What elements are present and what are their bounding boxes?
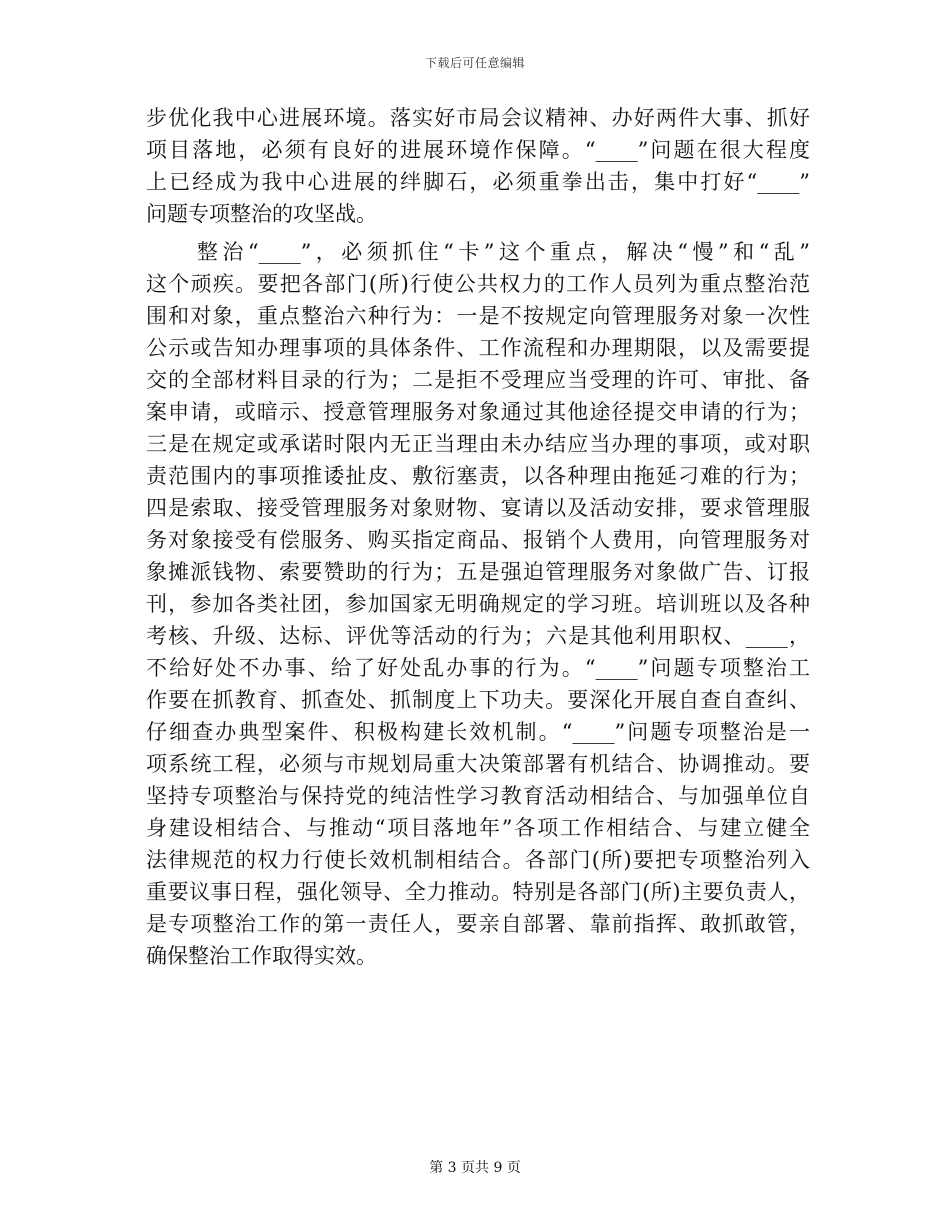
text-line: 法律规范的权力行使长效机制相结合。各部门(所)要把专项整治列入	[146, 848, 810, 872]
page-header-note: 下载后可任意编辑	[424, 56, 525, 70]
text-line: 象摊派钱物、索要赞助的行为；五是强迫管理服务对象做广告、订报	[146, 560, 810, 584]
text-line: 案申请，或暗示、授意管理服务对象通过其他途径提交申请的行为；	[146, 400, 810, 424]
text-line: 上已经成为我中心进展的绊脚石，必须重拳出击，集中打好“____”	[146, 170, 810, 194]
text-line: 三是在规定或承诺时限内无正当理由未办结应当办理的事项，或对职	[146, 432, 810, 456]
text-line: 不给好处不办事、给了好处乱办事的行为。“____”问题专项整治工	[146, 656, 810, 680]
document-body	[146, 102, 810, 972]
paragraph-2	[146, 236, 810, 972]
text-line: 仔细查办典型案件、积极构建长效机制。“____”问题专项整治是一	[146, 720, 810, 744]
page-number: 第 3 页共 9 页	[429, 1160, 521, 1176]
text-line: 项目落地，必须有良好的进展环境作保障。“____”问题在很大程度	[146, 138, 810, 162]
text-line: 考核、升级、达标、评优等活动的行为；六是其他利用职权、____，	[146, 624, 810, 648]
text-line: 务对象接受有偿服务、购买指定商品、报销个人费用，向管理服务对	[146, 528, 810, 552]
text-line: 公示或告知办理事项的具体条件、工作流程和办理期限，以及需要提	[146, 336, 810, 360]
text-line: 步优化我中心进展环境。落实好市局会议精神、办好两件大事、抓好	[146, 106, 810, 130]
text-line: 整治“____”，必须抓住“卡”这个重点，解决“慢”和“乱”	[146, 240, 810, 264]
text-line: 确保整治工作取得实效。	[146, 944, 377, 968]
text-line: 这个顽疾。要把各部门(所)行使公共权力的工作人员列为重点整治范	[146, 272, 810, 296]
text-line: 作要在抓教育、抓查处、抓制度上下功夫。要深化开展自查自查纠、	[146, 688, 810, 712]
text-line: 围和对象，重点整治六种行为：一是不按规定向管理服务对象一次性	[146, 304, 810, 328]
text-line: 重要议事日程，强化领导、全力推动。特别是各部门(所)主要负责人，	[146, 880, 810, 904]
text-line: 坚持专项整治与保持党的纯洁性学习教育活动相结合、与加强单位自	[146, 784, 810, 808]
text-line: 是专项整治工作的第一责任人，要亲自部署、靠前指挥、敢抓敢管，	[146, 912, 810, 936]
text-line: 四是索取、接受管理服务对象财物、宴请以及活动安排，要求管理服	[146, 496, 810, 520]
text-line: 责范围内的事项推诿扯皮、敷衍塞责，以各种理由拖延刁难的行为；	[146, 464, 810, 488]
text-line: 问题专项整治的攻坚战。	[146, 202, 377, 226]
paragraph-1	[146, 102, 810, 230]
text-line: 项系统工程，必须与市规划局重大决策部署有机结合、协调推动。要	[146, 752, 810, 776]
text-line: 交的全部材料目录的行为；二是拒不受理应当受理的许可、审批、备	[146, 368, 810, 392]
text-line: 身建设相结合、与推动“项目落地年”各项工作相结合、与建立健全	[146, 816, 810, 840]
text-line: 刊，参加各类社团，参加国家无明确规定的学习班。培训班以及各种	[146, 592, 810, 616]
